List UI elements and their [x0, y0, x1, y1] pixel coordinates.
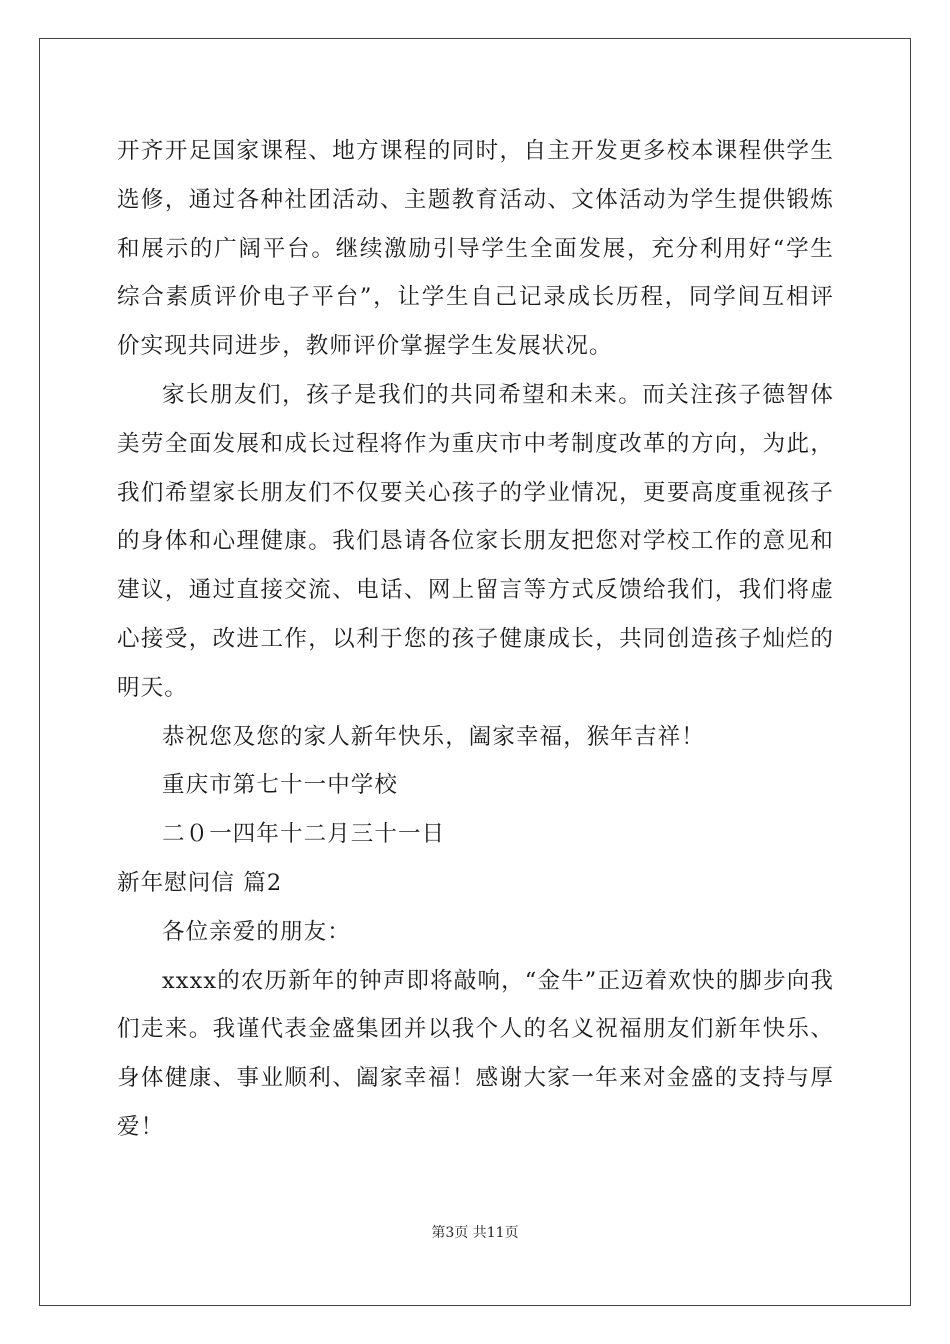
signature-date: 二０一四年十二月三十一日: [162, 821, 446, 848]
paragraph-2: 家长朋友们，孩子是我们的共同希望和未来。而关注孩子德智体美劳全面发展和成长过程将作为重庆市中考制度改革的方向，为此，我们希望家长朋友们不仅要关心孩子的学业情况，更要高度重视孩子的身体和心理健康。我们恳请各位家长朋友把您对学校工作的意见和建议，通过直接交流、电话、网上留言等方式反馈给我们，我们将虚心接受，改进工作，以利于您的孩子健康成长，共同创造孩子灿烂的明天。: [117, 381, 834, 701]
paragraph-3: xxxx的农历新年的钟声即将敲响，“金牛”正迈着欢快的脚步向我们走来。我谨代表金盛集团并以我个人的名义祝福朋友们新年快乐、身体健康、事业顺利、阖家幸福！感谢大家一年来对金盛的支持与厚爱！: [117, 967, 834, 1140]
section-heading: 新年慰问信 篇2: [117, 869, 283, 896]
greeting-line: 恭祝您及您的家人新年快乐，阖家幸福，猴年吉祥！: [162, 723, 705, 750]
salutation: 各位亲爱的朋友：: [162, 918, 351, 945]
page-number: 第3页 共11页: [431, 1225, 519, 1241]
paragraph-1: 开齐开足国家课程、地方课程的同时，自主开发更多校本课程供学生选修，通过各种社团活动、主题教育活动、文体活动为学生提供锻炼和展示的广阔平台。继续激励引导学生全面发展，充分利用好“学生综合素质评价电子平台”，让学生自己记录成长历程，同学间互相评价实现共同进步，教师评价掌握学生发展状况。: [117, 138, 834, 360]
document-body: [117, 127, 834, 1152]
signature-school: 重庆市第七十一中学校: [162, 772, 399, 799]
